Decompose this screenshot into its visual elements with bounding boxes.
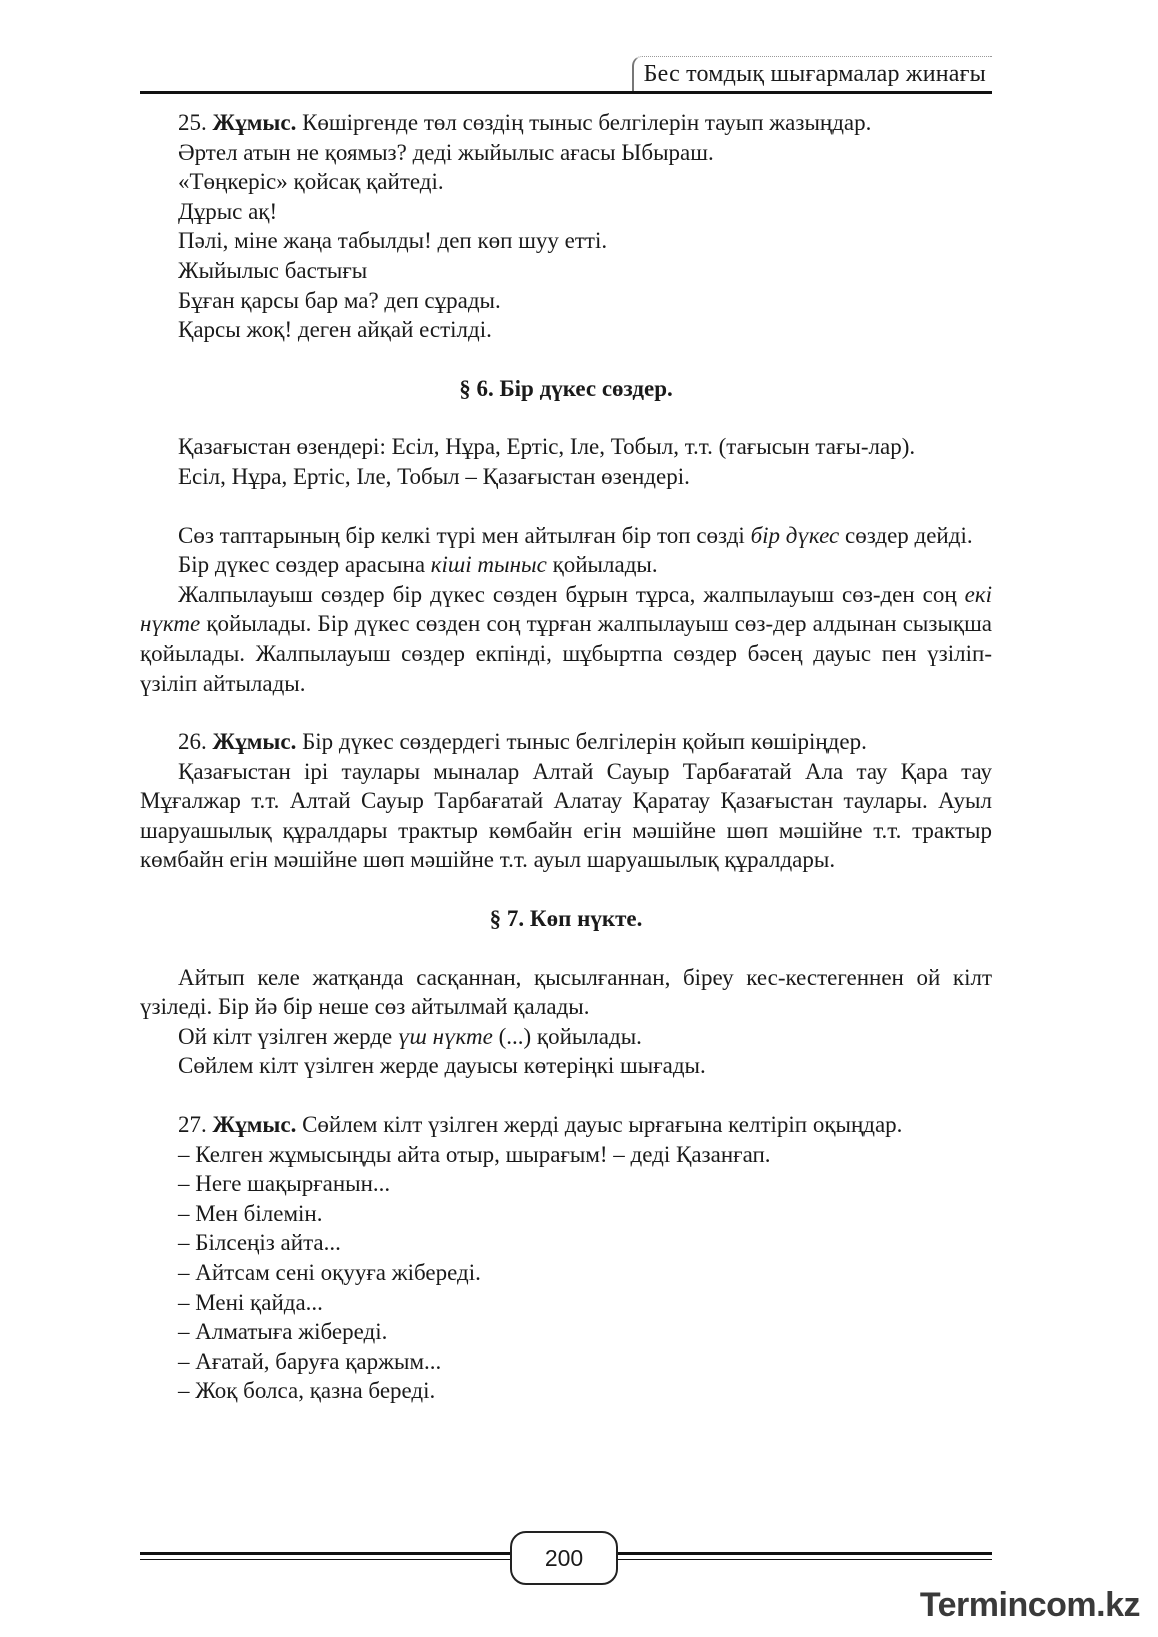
exercise-25-line: Пәлі, міне жаңа табылды! деп көп шуу етті. bbox=[178, 228, 608, 254]
header-tab bbox=[632, 56, 992, 91]
dialogue-line: – Мен білемін. bbox=[178, 1200, 323, 1226]
rule-text: Ой кілт үзілген жерде bbox=[178, 1023, 393, 1049]
page-body bbox=[140, 108, 992, 1406]
exercise-25-line: Әртел атын не қоямыз? деді жыйылыс ағасы Ыбыраш. bbox=[178, 139, 714, 165]
dialogue-line: – Ағатай, баруға қаржым... bbox=[178, 1348, 442, 1374]
spacer bbox=[140, 875, 992, 904]
exercise-26-text: Қазағыстан ірі таулары мыналар Алтай Сауыр Тарбағатай Ала тау Қара тау Мұғалжар т.т. Алтай Сауыр Тарбағатай Алатау Қаратау Қазағыстан таулары. Ауыл шаруашылық құралдары трактыр көмбайн егін мәшійне шөп мәшійне т.т. трактыр көмбайн егін мәшійне шөп мәшійне т.т. ауыл шаруашылық құралдары. bbox=[140, 758, 992, 873]
exercise-number: 26. bbox=[178, 729, 207, 755]
dialogue-line: – Неге шақырғанын... bbox=[178, 1171, 391, 1197]
dialogue-line: – Алматыға жібереді. bbox=[178, 1319, 388, 1345]
dialogue-line: – Білсеңіз айта... bbox=[178, 1230, 341, 1256]
exercise-label: Жұмыс. bbox=[212, 729, 297, 755]
spacer bbox=[140, 345, 992, 374]
section-heading-6: § 6. Бір дүкес сөздер. bbox=[459, 375, 673, 401]
rule-paragraph bbox=[140, 580, 992, 698]
spacer bbox=[140, 492, 992, 521]
exercise-instruction: Бір дүкес сөздердегі тыныс белгілерін қойып көшіріңдер. bbox=[302, 729, 867, 755]
rule-text: Сөз таптарының бір келкі түрі мен айтылған бір топ сөзді bbox=[178, 522, 745, 548]
rule-text: (...) қойылады. bbox=[498, 1023, 642, 1049]
dialogue-line: – Айтсам сені оқууға жібереді. bbox=[178, 1260, 481, 1285]
rule-paragraph: Сөйлем кілт үзілген жерде дауысы көтеріңкі шығады. bbox=[178, 1053, 706, 1079]
rule-term: бір дүкес bbox=[750, 522, 840, 548]
running-header bbox=[140, 52, 992, 94]
spacer bbox=[140, 1081, 992, 1110]
rule-term: кіші тыныс bbox=[430, 552, 547, 578]
exercise-instruction: Сөйлем кілт үзілген жерді дауыс ырғағына келтіріп оқыңдар. bbox=[302, 1112, 903, 1138]
exercise-25-line: Дұрыс ақ! bbox=[178, 198, 278, 224]
exercise-instruction: Көшіргенде төл сөздің тыныс белгілерін тауып жазыңдар. bbox=[302, 110, 872, 135]
rule-text: Бір дүкес сөздер арасына bbox=[178, 552, 426, 578]
exercise-25-line: «Төңкеріс» қойсақ қайтеді. bbox=[178, 169, 444, 195]
spacer bbox=[140, 403, 992, 432]
page-number: 200 bbox=[510, 1531, 618, 1585]
spacer bbox=[140, 698, 992, 727]
rule-text: қойылады. bbox=[552, 552, 658, 578]
rivers-example: Қазағыстан өзендері: Есіл, Нұра, Ертіс, Іле, Тобыл, т.т. (тағысын тағы-лар). bbox=[178, 434, 916, 460]
dialogue-line: – Жоқ болса, қазна береді. bbox=[178, 1378, 436, 1404]
watermark-logo: Termincom.kz bbox=[919, 1586, 1140, 1624]
rule-term: үш нүкте bbox=[398, 1023, 493, 1049]
rule-paragraph bbox=[140, 550, 992, 580]
exercise-25-title bbox=[140, 108, 992, 138]
exercise-26-title bbox=[140, 727, 992, 757]
spacer bbox=[140, 934, 992, 963]
section-heading-7: § 7. Көп нүкте. bbox=[489, 906, 643, 932]
rule-paragraph bbox=[140, 521, 992, 551]
exercise-number: 25. bbox=[178, 110, 207, 135]
exercise-25-line: Бұған қарсы бар ма? деп сұрады. bbox=[178, 287, 501, 313]
dialogue-line: – Мені қайда... bbox=[178, 1289, 323, 1315]
rule-paragraph bbox=[140, 1022, 992, 1052]
exercise-number: 27. bbox=[178, 1112, 207, 1138]
exercise-label: Жұмыс. bbox=[212, 1112, 297, 1138]
rule-text: сөздер дейді. bbox=[844, 522, 973, 548]
exercise-25-line: Қарсы жоқ! деген айқай естілді. bbox=[178, 317, 492, 343]
exercise-27-title bbox=[140, 1110, 992, 1140]
rule-text: қойылады. Бір дүкес сөзден соң тұрған жалпылауыш сөз-дер алдынан сызықша қойылады. Жалпылауыш сөздер екпінді, шұбыртпа сөздер бәсең дауыс пен үзіліп-үзіліп айтылады. bbox=[140, 611, 992, 696]
rivers-example-2: Есіл, Нұра, Ертіс, Іле, Тобыл – Қазағыстан өзендері. bbox=[178, 463, 690, 489]
exercise-label: Жұмыс. bbox=[212, 110, 297, 135]
header-rule bbox=[140, 91, 992, 94]
rule-paragraph: Айтып келе жатқанда сасқаннан, қысылғаннан, біреу кес-кестегеннен ой кілт үзіледі. Бір йә бір неше сөз айтылмай қалады. bbox=[140, 964, 992, 1020]
rule-term: екі нүкте bbox=[140, 581, 993, 637]
dialogue-line: – Келген жұмысыңды айта отыр, шырағым! – деді Қазанғап. bbox=[178, 1141, 771, 1167]
rule-text: Жалпылауыш сөздер бір дүкес сөзден бұрын тұрса, жалпылауыш сөз-ден соң bbox=[178, 581, 957, 607]
header-title: Бес томдық шығармалар жинағы bbox=[643, 61, 986, 87]
page-footer bbox=[140, 1531, 992, 1583]
exercise-25-line: Жыйылыс бастығы bbox=[178, 257, 368, 283]
